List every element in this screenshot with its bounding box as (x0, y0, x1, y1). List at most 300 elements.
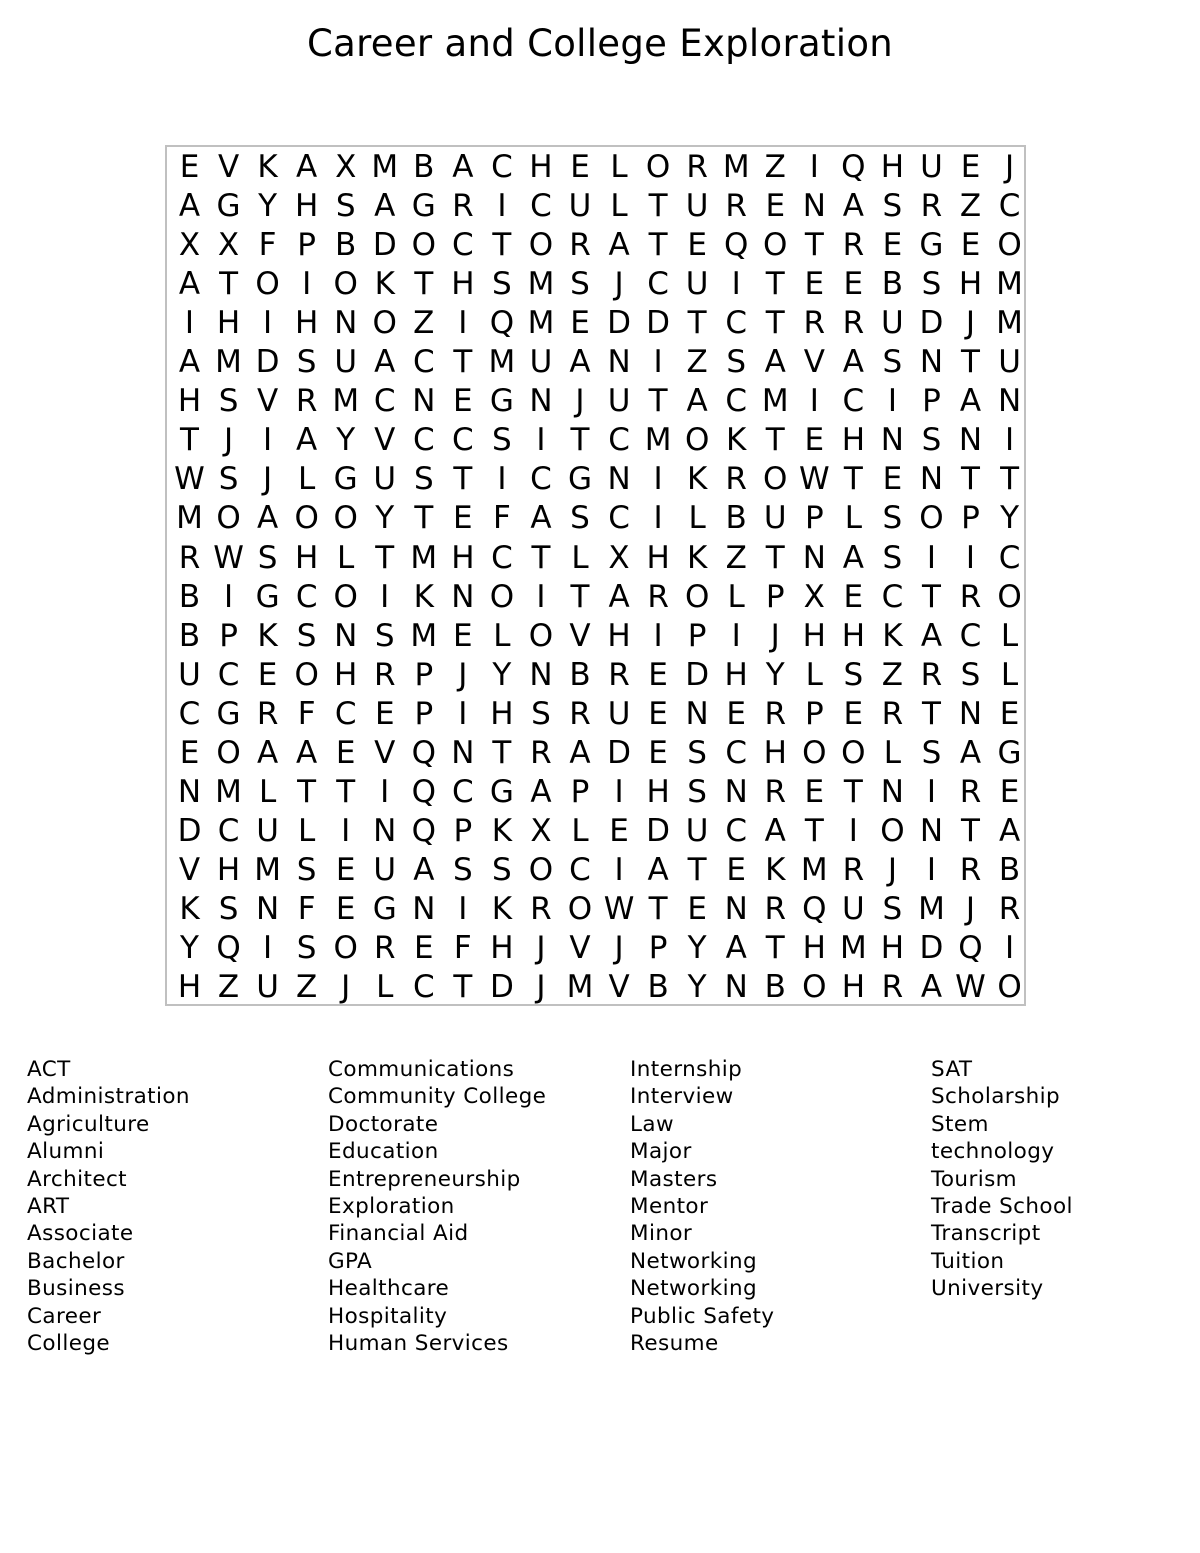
grid-letter: H (646, 539, 670, 576)
grid-letter: N (412, 890, 436, 927)
grid-letter: V (374, 734, 396, 771)
grid-letter: A (530, 500, 552, 537)
grid-letter: C (725, 383, 748, 420)
grid-letter: T (961, 461, 980, 498)
grid-letter: T (648, 188, 668, 225)
grid-letter: N (724, 969, 748, 1006)
grid-letter: A (178, 344, 201, 381)
word-list-item: ACT (27, 1057, 71, 1082)
grid-letter: C (725, 305, 748, 342)
grid-row (167, 421, 1024, 460)
grid-letter: T (921, 695, 941, 732)
grid-letter: R (764, 695, 787, 732)
grid-letter: U (607, 383, 631, 420)
grid-letter: U (607, 695, 631, 732)
grid-letter: S (296, 344, 317, 381)
word-list-item: ART (27, 1193, 70, 1219)
grid-letter: R (764, 773, 787, 810)
grid-letter: E (609, 812, 629, 849)
word-list-item: Financial Aid (328, 1221, 469, 1247)
grid-letter: C (412, 422, 435, 459)
grid-letter: B (725, 500, 747, 537)
grid-letter: M (488, 344, 516, 381)
grid-letter: R (647, 578, 669, 615)
grid-letter: T (765, 930, 785, 966)
grid-letter: D (607, 305, 631, 342)
grid-letter: L (571, 812, 589, 849)
word-list-item: Associate (27, 1221, 134, 1247)
grid-letter: A (178, 266, 201, 303)
grid-letter: C (998, 188, 1021, 225)
grid-row (167, 734, 1024, 773)
grid-letter: L (493, 617, 511, 654)
grid-letter: A (608, 227, 630, 264)
grid-letter: E (804, 773, 825, 810)
grid-letter: A (569, 734, 591, 771)
grid-letter: T (921, 578, 941, 615)
grid-letter: I (926, 851, 937, 888)
grid-letter: M (996, 305, 1023, 342)
word-list-item: Networking (630, 1276, 758, 1302)
grid-letter: V (608, 969, 630, 1006)
grid-letter: U (841, 890, 865, 927)
grid-letter: E (335, 734, 356, 771)
grid-letter: I (1004, 422, 1015, 459)
grid-letter: E (882, 227, 903, 264)
grid-letter: P (804, 500, 824, 537)
grid-letter: R (725, 188, 747, 225)
grid-letter: N (958, 695, 983, 732)
grid-letter: I (653, 500, 663, 537)
grid-letter: K (686, 539, 708, 576)
grid-letter: I (653, 461, 663, 498)
word-list-item: GPA (328, 1248, 373, 1274)
grid-letter: O (997, 969, 1022, 1006)
word-list-item: Minor (630, 1221, 693, 1247)
grid-letter: R (920, 188, 943, 225)
grid-letter: P (961, 500, 980, 537)
grid-letter: J (770, 617, 780, 654)
grid-letter: U (685, 812, 709, 849)
word-list-item: Education (328, 1139, 439, 1165)
grid-letter: G (216, 695, 241, 732)
grid-letter: S (726, 344, 747, 381)
grid-letter: A (530, 773, 552, 810)
grid-letter: Q (841, 149, 866, 185)
grid-letter: M (371, 149, 399, 185)
grid-letter: F (453, 930, 472, 966)
grid-letter: O (216, 734, 241, 771)
grid-letter: H (294, 305, 319, 342)
grid-letter: E (960, 149, 981, 185)
grid-row (167, 812, 1024, 851)
grid-letter: X (217, 227, 240, 264)
grid-letter: I (614, 773, 624, 810)
grid-letter: M (254, 851, 281, 888)
grid-letter: O (841, 734, 866, 771)
grid-letter: M (410, 617, 438, 654)
grid-letter: Q (489, 305, 515, 342)
grid-letter: I (653, 344, 663, 381)
grid-row (167, 578, 1024, 617)
grid-letter: W (955, 969, 986, 1006)
grid-letter: C (295, 578, 318, 615)
word-list-item: Doctorate (328, 1111, 439, 1137)
grid-letter: A (647, 851, 669, 888)
grid-letter: T (375, 539, 395, 576)
grid-letter: T (453, 969, 473, 1006)
word-list-item: Administration (27, 1084, 190, 1110)
grid-letter: L (258, 773, 277, 810)
grid-letter: I (458, 890, 468, 927)
grid-letter: Z (413, 305, 435, 342)
grid-letter: D (607, 734, 631, 771)
grid-letter: M (996, 266, 1023, 303)
grid-letter: W (174, 461, 205, 498)
grid-letter: P (687, 617, 707, 654)
grid-letter: R (842, 305, 865, 342)
grid-letter: G (489, 383, 514, 420)
grid-letter: S (218, 890, 239, 927)
grid-letter: O (333, 266, 358, 303)
grid-letter: L (298, 461, 316, 498)
grid-letter: O (997, 578, 1022, 615)
grid-letter: K (765, 851, 786, 888)
grid-letter: T (492, 227, 512, 264)
word-list-item: College (27, 1330, 111, 1356)
word-list-item: Career (27, 1303, 102, 1329)
grid-letter: B (998, 851, 1021, 888)
word-list-item: Healthcare (328, 1276, 450, 1302)
grid-letter: T (843, 773, 863, 810)
grid-letter: U (568, 188, 592, 225)
grid-letter: C (452, 227, 474, 264)
grid-letter: R (959, 773, 982, 810)
grid-letter: A (608, 578, 630, 615)
grid-letter: G (919, 227, 944, 264)
grid-letter: N (255, 890, 280, 927)
grid-letter: A (374, 344, 396, 381)
grid-letter: P (648, 930, 668, 966)
grid-letter: H (177, 383, 202, 420)
grid-letter: E (257, 656, 278, 693)
grid-letter: E (453, 617, 473, 654)
grid-letter: X (608, 539, 630, 576)
grid-letter: B (569, 656, 591, 693)
grid-letter: S (570, 266, 590, 303)
grid-letter: R (569, 695, 591, 732)
word-list-item: SAT (931, 1057, 973, 1082)
grid-letter: S (296, 851, 317, 888)
grid-letter: H (216, 305, 241, 342)
grid-letter: T (804, 812, 824, 849)
grid-letter: N (529, 383, 553, 420)
word-list-column (27, 1056, 190, 1357)
word-list-item: Major (630, 1139, 692, 1165)
grid-letter: R (178, 539, 201, 576)
word-list-item: Bachelor (27, 1248, 125, 1274)
grid-letter: R (959, 851, 982, 888)
grid-letter: U (763, 500, 787, 537)
grid-letter: N (177, 773, 202, 810)
grid-letter: H (529, 149, 553, 185)
grid-letter: W (798, 461, 830, 498)
grid-letter: A (256, 734, 279, 771)
grid-letter: N (919, 812, 944, 849)
grid-letter: K (413, 578, 434, 615)
grid-letter: O (255, 266, 280, 303)
grid-letter: T (531, 539, 551, 576)
grid-letter: S (921, 734, 942, 771)
grid-letter: O (528, 851, 554, 888)
grid-letter: L (571, 539, 589, 576)
grid-letter: S (960, 656, 981, 693)
grid-letter: L (610, 188, 628, 225)
grid-letter: U (373, 851, 397, 888)
grid-letter: F (297, 890, 316, 927)
grid-letter: A (452, 149, 474, 185)
grid-letter: S (921, 422, 942, 459)
grid-row (167, 343, 1024, 382)
grid-letter: E (804, 266, 825, 303)
grid-letter: E (726, 851, 746, 888)
grid-letter: T (687, 305, 707, 342)
grid-letter: P (765, 578, 785, 615)
grid-letter: A (374, 188, 396, 225)
grid-letter: A (842, 188, 864, 225)
word-list-item: Resume (630, 1330, 719, 1356)
word-list-item: Communications (328, 1057, 515, 1082)
word-list-item: Community College (328, 1084, 547, 1110)
grid-letter: Y (336, 422, 356, 459)
grid-letter: E (179, 734, 200, 771)
grid-letter: G (372, 890, 397, 927)
grid-letter: H (451, 266, 475, 303)
grid-letter: N (724, 773, 748, 810)
grid-letter: T (297, 773, 317, 810)
grid-letter: E (374, 695, 395, 732)
grid-letter: S (492, 266, 512, 303)
grid-letter: I (380, 578, 390, 615)
grid-letter: I (536, 578, 546, 615)
grid-letter: R (530, 890, 552, 927)
grid-letter: D (177, 812, 202, 849)
grid-letter: A (296, 734, 318, 771)
grid-letter: D (489, 969, 514, 1006)
grid-row (167, 656, 1024, 695)
grid-letter: T (765, 539, 785, 576)
grid-letter: S (531, 695, 551, 732)
word-list-item: Architect (27, 1166, 128, 1192)
grid-row (167, 499, 1024, 538)
grid-letter: H (958, 266, 983, 303)
grid-letter: H (177, 969, 202, 1006)
grid-letter: Q (411, 773, 436, 810)
grid-letter: T (180, 422, 199, 459)
grid-letter: E (843, 578, 864, 615)
grid-letter: C (178, 695, 201, 732)
grid-letter: S (687, 734, 707, 771)
grid-letter: N (880, 422, 904, 459)
grid-letter: O (763, 227, 788, 264)
grid-letter: C (334, 695, 357, 732)
grid-letter: O (528, 617, 554, 654)
grid-letter: R (803, 305, 826, 342)
grid-letter: B (335, 227, 357, 264)
grid-letter: K (257, 617, 278, 654)
grid-letter: T (648, 383, 668, 420)
grid-letter: C (725, 734, 748, 771)
grid-letter: T (804, 227, 824, 264)
grid-letter: C (998, 539, 1021, 576)
grid-letter: C (881, 578, 904, 615)
grid-row (167, 851, 1024, 890)
grid-letter: R (764, 890, 787, 927)
word-list-item: Masters (630, 1166, 718, 1192)
grid-letter: D (919, 930, 944, 966)
grid-letter: U (920, 149, 943, 185)
grid-row (167, 187, 1024, 226)
grid-letter: X (803, 578, 825, 615)
grid-letter: P (219, 617, 238, 654)
grid-letter: T (648, 227, 668, 264)
word-list-item: Internship (630, 1057, 743, 1082)
word-list-item: Alumni (27, 1139, 105, 1165)
grid-letter: Q (411, 812, 436, 849)
grid-letter: I (263, 305, 273, 342)
grid-letter: O (997, 227, 1022, 264)
grid-letter: Z (959, 188, 982, 225)
grid-letter: R (842, 851, 865, 888)
word-list-item: Scholarship (931, 1084, 1061, 1110)
grid-letter: Q (216, 930, 241, 966)
word-list-item: Hospitality (328, 1303, 448, 1329)
grid-row (167, 148, 1024, 187)
grid-letter: E (765, 188, 786, 225)
grid-letter: G (333, 461, 358, 498)
grid-letter: N (529, 656, 553, 693)
grid-letter: L (1000, 617, 1019, 654)
grid-letter: S (413, 461, 434, 498)
grid-letter: U (881, 305, 904, 342)
grid-letter: R (686, 149, 708, 185)
grid-letter: T (570, 578, 590, 615)
grid-letter: Y (492, 656, 512, 693)
grid-letter: C (491, 539, 513, 576)
grid-letter: S (882, 500, 903, 537)
grid-letter: N (451, 578, 475, 615)
grid-letter: E (843, 695, 864, 732)
grid-letter: Q (958, 930, 983, 966)
word-list-column (328, 1056, 546, 1357)
grid-letter: R (608, 656, 630, 693)
grid-letter: R (725, 461, 747, 498)
grid-letter: T (765, 422, 785, 459)
grid-letter: H (841, 617, 865, 654)
word-list-item: Trade School (931, 1193, 1073, 1219)
grid-letter: S (882, 188, 903, 225)
grid-letter: O (645, 149, 671, 185)
grid-letter: J (341, 969, 351, 1006)
grid-letter: E (843, 266, 864, 303)
grid-letter: U (256, 969, 279, 1006)
grid-letter: A (178, 188, 201, 225)
grid-letter: M (761, 383, 789, 420)
grid-letter: A (842, 539, 864, 576)
grid-letter: O (372, 305, 397, 342)
grid-letter: N (451, 734, 475, 771)
grid-letter: R (842, 227, 865, 264)
grid-letter: C (725, 812, 748, 849)
grid-letter: O (489, 578, 515, 615)
grid-letter: O (294, 500, 319, 537)
grid-letter: K (882, 617, 903, 654)
grid-letter: O (333, 578, 358, 615)
grid-letter: A (959, 734, 982, 771)
grid-letter: H (294, 188, 319, 225)
grid-letter: L (805, 656, 823, 693)
grid-letter: U (685, 188, 709, 225)
grid-letter: E (726, 695, 746, 732)
grid-letter: M (176, 500, 203, 537)
grid-letter: U (256, 812, 279, 849)
grid-letter: R (373, 656, 396, 693)
grid-letter: T (414, 266, 434, 303)
grid-letter: B (764, 969, 786, 1006)
grid-letter: E (687, 890, 707, 927)
grid-letter: J (536, 969, 546, 1006)
grid-row (167, 226, 1024, 265)
grid-letter: H (724, 656, 748, 693)
grid-letter: Y (1000, 500, 1020, 537)
grid-letter: O (802, 969, 827, 1006)
grid-letter: E (960, 227, 981, 264)
grid-letter: V (569, 617, 591, 654)
grid-letter: K (257, 149, 278, 185)
grid-row (167, 265, 1024, 304)
grid-letter: O (880, 812, 905, 849)
grid-letter: I (809, 149, 819, 185)
grid-letter: N (607, 344, 631, 381)
grid-letter: Z (686, 344, 708, 381)
grid-letter: S (882, 539, 903, 576)
grid-letter: T (570, 422, 590, 459)
grid-letter: T (765, 305, 785, 342)
grid-letter: T (1000, 461, 1020, 498)
grid-letter: S (296, 930, 317, 966)
word-list-item: Networking (630, 1248, 758, 1274)
grid-letter: H (334, 656, 358, 693)
grid-letter: Y (765, 656, 785, 693)
grid-letter: C (647, 266, 669, 303)
grid-letter: C (842, 383, 865, 420)
grid-letter: C (452, 773, 474, 810)
grid-letter: V (374, 422, 396, 459)
grid-letter: T (336, 773, 356, 810)
grid-letter: S (374, 617, 395, 654)
grid-letter: N (880, 773, 904, 810)
grid-letter: R (256, 695, 279, 732)
grid-letter: W (213, 539, 244, 576)
grid-letter: Z (217, 969, 240, 1006)
grid-letter: H (802, 930, 826, 966)
grid-letter: Y (375, 500, 395, 537)
grid-letter: V (217, 149, 240, 185)
grid-letter: N (373, 812, 397, 849)
grid-row (167, 929, 1024, 968)
grid-letter: H (880, 930, 905, 966)
grid-row (167, 304, 1024, 343)
